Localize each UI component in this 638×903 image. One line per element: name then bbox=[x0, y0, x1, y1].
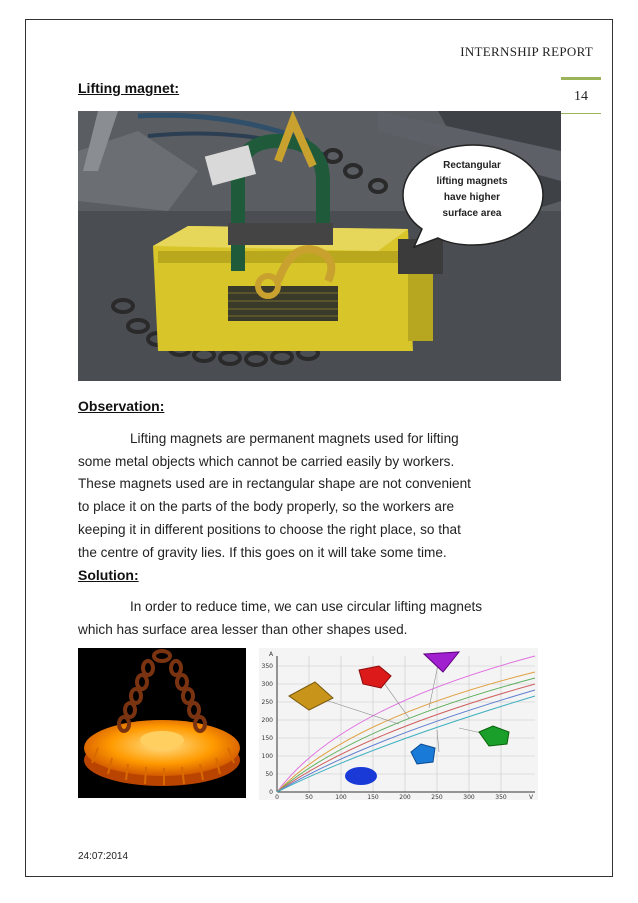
callout-text bbox=[410, 158, 534, 222]
circular-magnet-illustration bbox=[78, 648, 246, 798]
y-tick-label: 350 bbox=[261, 663, 273, 670]
y-tick-label: 150 bbox=[261, 735, 273, 742]
observation-line: keeping it in different positions to choose the right place, so that bbox=[78, 521, 461, 537]
observation-line: the centre of gravity lies. If this goes on it will take some time. bbox=[78, 544, 447, 560]
lifting-magnet-heading: Lifting magnet: bbox=[78, 80, 180, 96]
y-tick-label: 250 bbox=[261, 699, 273, 706]
y-axis-label: A bbox=[269, 651, 274, 658]
shapes-chart-image bbox=[259, 648, 538, 800]
x-tick-label: 200 bbox=[399, 794, 411, 800]
observation-line: to place it on the parts of the body properly, so the workers are bbox=[78, 499, 455, 515]
shapes-chart-illustration bbox=[259, 648, 538, 800]
callout-line: Rectangular bbox=[443, 160, 501, 171]
observation-line: some metal objects which cannot be carried easily by workers. bbox=[78, 453, 455, 469]
observation-line: These magnets used are in rectangular shape are not convenient bbox=[78, 476, 471, 492]
x-tick-label: 50 bbox=[305, 794, 313, 800]
x-tick-label: 350 bbox=[495, 794, 507, 800]
callout-line: have higher bbox=[443, 192, 501, 203]
footer-date: 24:07:2014 bbox=[78, 851, 129, 862]
observation-line: Lifting magnets are permanent magnets used for lifting bbox=[130, 431, 459, 446]
page-number-accent-bar bbox=[561, 77, 601, 80]
y-tick-label: 100 bbox=[261, 753, 273, 760]
x-axis-label: V bbox=[529, 794, 534, 800]
x-tick-label: 100 bbox=[335, 794, 347, 800]
y-tick-label: 0 bbox=[269, 789, 273, 796]
x-tick-label: 300 bbox=[463, 794, 475, 800]
y-tick-label: 200 bbox=[261, 717, 273, 724]
y-tick-label: 50 bbox=[265, 771, 273, 778]
x-tick-label: 150 bbox=[367, 794, 379, 800]
observation-paragraph bbox=[78, 428, 564, 564]
page-number-box bbox=[561, 77, 601, 113]
circular-magnet-photo bbox=[78, 648, 246, 798]
page-number: 14 bbox=[574, 89, 588, 104]
report-header-title: INTERNSHIP REPORT bbox=[460, 44, 593, 59]
solution-heading: Solution: bbox=[78, 567, 139, 583]
observation-heading: Observation: bbox=[78, 398, 165, 414]
x-tick-label: 0 bbox=[275, 794, 279, 800]
solution-line: which has surface area lesser than other shapes used. bbox=[78, 621, 408, 637]
page-number-underline bbox=[561, 113, 601, 114]
callout-line: lifting magnets bbox=[436, 176, 508, 187]
y-tick-label: 300 bbox=[261, 681, 273, 688]
solution-line: In order to reduce time, we can use circular lifting magnets bbox=[130, 599, 483, 614]
x-tick-label: 250 bbox=[431, 794, 443, 800]
solution-paragraph bbox=[78, 596, 564, 641]
callout-line: surface area bbox=[442, 208, 502, 219]
